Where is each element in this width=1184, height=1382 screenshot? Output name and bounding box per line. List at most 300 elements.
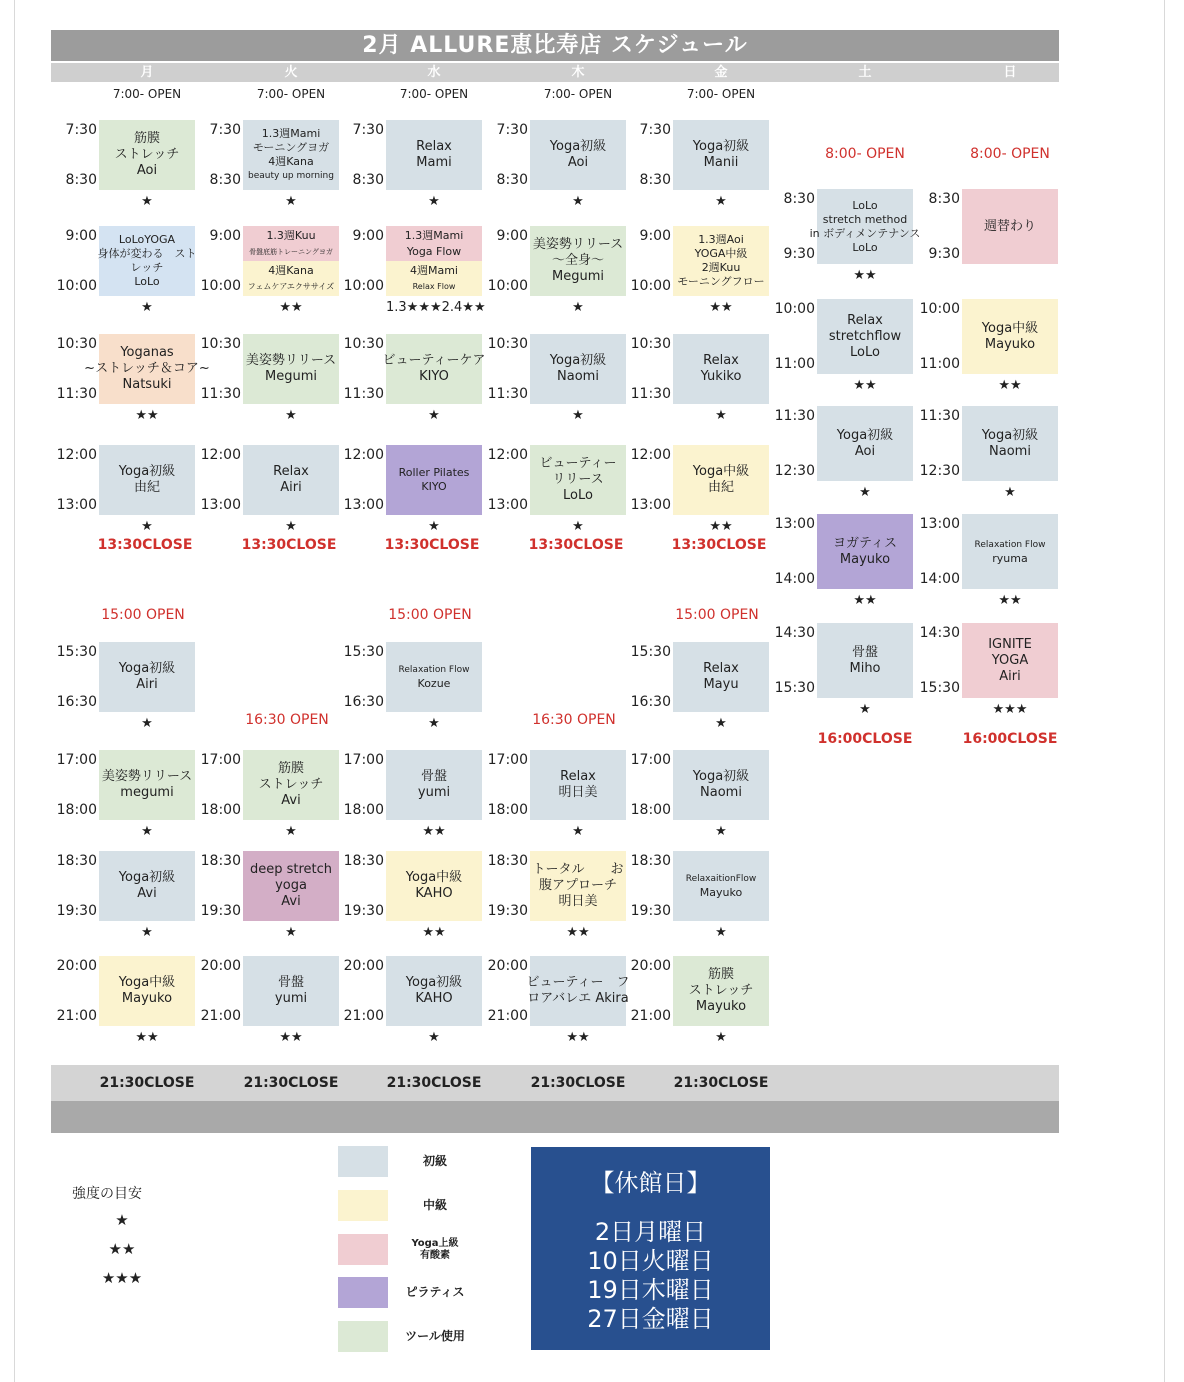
- intensity-one-star: ★: [115, 1211, 129, 1229]
- class-slot[interactable]: [774, 406, 913, 511]
- class-text: Relax: [847, 312, 883, 328]
- class-box[interactable]: [673, 120, 769, 190]
- end-time: 18:00: [56, 802, 97, 818]
- start-time: 17:00: [630, 752, 671, 768]
- class-slot[interactable]: [56, 851, 195, 951]
- class-text: 1.3週Mami: [261, 127, 321, 140]
- class-text: 骨盤: [420, 769, 447, 784]
- class-text: モーニングフロー: [677, 275, 765, 288]
- class-text: YOGA: [991, 652, 1029, 668]
- close-time-label: 16:00CLOSE: [817, 731, 913, 747]
- class-slot[interactable]: [774, 623, 913, 728]
- intensity-stars: 1.3★★★2.4★★: [386, 300, 486, 315]
- class-text: Airi: [136, 677, 158, 692]
- day-header-bar: [51, 63, 1059, 82]
- class-box-top[interactable]: [386, 226, 482, 261]
- class-box[interactable]: [243, 956, 339, 1026]
- class-text: Yoga中級: [981, 320, 1039, 336]
- class-box[interactable]: [962, 623, 1058, 698]
- class-slot[interactable]: [343, 851, 482, 951]
- open-time-label: 8:00- OPEN: [970, 146, 1050, 162]
- class-box[interactable]: [386, 750, 482, 820]
- intensity-stars: ★: [572, 408, 584, 423]
- class-box[interactable]: [386, 851, 482, 921]
- start-time: 17:00: [200, 752, 241, 768]
- class-box[interactable]: [243, 334, 339, 404]
- start-time: 10:30: [630, 336, 671, 352]
- intensity-stars: ★: [285, 824, 297, 839]
- class-text: Avi: [137, 886, 157, 901]
- start-time: 12:00: [343, 447, 384, 463]
- class-text: 明日美: [558, 894, 598, 909]
- intensity-stars: ★★: [853, 378, 877, 393]
- class-text: トータル お: [532, 862, 624, 877]
- class-text: stretchflow: [828, 328, 902, 344]
- intensity-stars: ★: [428, 194, 440, 209]
- class-slot[interactable]: [630, 851, 769, 951]
- end-time: 11:30: [200, 386, 241, 402]
- class-text: 骨盤: [277, 975, 304, 990]
- legend-swatch: [338, 1146, 388, 1177]
- class-box[interactable]: [243, 120, 339, 190]
- class-slot[interactable]: [56, 334, 210, 434]
- start-time: 8:30: [928, 191, 960, 207]
- end-time: 12:30: [774, 463, 815, 479]
- start-time: 20:00: [343, 958, 384, 974]
- intensity-stars: ★: [715, 824, 727, 839]
- class-text: ビューティーケア: [382, 353, 486, 368]
- class-slot[interactable]: [56, 750, 195, 850]
- intensity-stars: ★: [141, 716, 153, 731]
- start-time: 20:00: [630, 958, 671, 974]
- legend-label: 中級: [422, 1198, 447, 1212]
- start-time: 13:00: [774, 516, 815, 532]
- class-slot[interactable]: [630, 956, 769, 1056]
- end-time: 15:30: [919, 680, 960, 696]
- class-text: megumi: [120, 785, 174, 800]
- start-time: 10:30: [343, 336, 384, 352]
- legend-label: 初級: [422, 1154, 447, 1168]
- class-box[interactable]: [243, 750, 339, 820]
- class-slot[interactable]: [919, 406, 1058, 511]
- class-text: 美姿勢リリース: [245, 353, 337, 368]
- intensity-stars: ★★: [135, 1030, 159, 1045]
- class-text: Relax Flow: [412, 281, 456, 291]
- class-slot[interactable]: [200, 334, 339, 434]
- class-slot[interactable]: [630, 642, 769, 742]
- open-time-label: 16:30 OPEN: [532, 712, 616, 728]
- end-time: 16:30: [56, 694, 97, 710]
- start-time: 18:30: [630, 853, 671, 869]
- intensity-legend-title: 強度の目安: [72, 1186, 142, 1202]
- day-header-wed: 水: [427, 65, 441, 80]
- intensity-stars: ★: [428, 519, 440, 534]
- class-box[interactable]: [386, 445, 482, 515]
- class-text: KIYO: [421, 480, 447, 493]
- intensity-stars: ★★: [566, 925, 590, 940]
- class-slot[interactable]: [783, 189, 921, 294]
- close-time-label: 21:30CLOSE: [386, 1075, 482, 1091]
- start-time: 17:00: [343, 752, 384, 768]
- class-text: KIYO: [419, 369, 449, 384]
- class-slot[interactable]: [56, 956, 195, 1056]
- intensity-stars: ★★: [998, 593, 1022, 608]
- end-time: 10:00: [343, 278, 384, 294]
- close-time-label: 21:30CLOSE: [99, 1075, 195, 1091]
- class-box[interactable]: [817, 623, 913, 698]
- class-text: ～全身～: [551, 253, 604, 268]
- class-text: Megumi: [265, 369, 317, 384]
- class-text: 4週Kana: [268, 155, 314, 168]
- class-text: 由紀: [133, 480, 160, 495]
- class-box[interactable]: [817, 406, 913, 481]
- class-box[interactable]: [382, 334, 486, 404]
- start-time: 12:00: [56, 447, 97, 463]
- class-slot[interactable]: [56, 226, 197, 326]
- class-text: 2週Kuu: [701, 261, 741, 274]
- intensity-stars: ★★: [422, 925, 446, 940]
- class-slot[interactable]: [65, 120, 195, 220]
- class-box[interactable]: [99, 226, 195, 296]
- intensity-stars: ★: [428, 1030, 440, 1045]
- class-box[interactable]: [673, 750, 769, 820]
- class-text: ~ストレッチ＆コア~: [84, 361, 210, 376]
- class-slot[interactable]: [56, 642, 195, 742]
- class-box[interactable]: [99, 642, 195, 712]
- class-slot[interactable]: [919, 514, 1058, 619]
- class-text: LoLo: [850, 344, 880, 360]
- class-slot[interactable]: [200, 956, 339, 1056]
- class-text: Yoga初級: [549, 353, 607, 368]
- class-text: ryuma: [992, 551, 1028, 565]
- class-text: 1.3週Aoi: [698, 233, 744, 246]
- class-box[interactable]: [530, 750, 626, 820]
- class-slot[interactable]: [919, 299, 1058, 404]
- class-text: 1.3週Mami: [404, 228, 464, 242]
- class-box[interactable]: [526, 956, 630, 1026]
- schedule-title: 2月 ALLURE恵比寿店 スケジュール: [51, 30, 1059, 61]
- start-time: 10:30: [200, 336, 241, 352]
- open-time-label: 8:00- OPEN: [825, 146, 905, 162]
- intensity-stars: ★: [141, 194, 153, 209]
- start-time: 9:00: [352, 228, 384, 244]
- class-box[interactable]: [84, 334, 210, 404]
- class-slot[interactable]: [209, 120, 339, 220]
- class-text: yumi: [417, 785, 451, 800]
- intensity-stars: ★: [715, 408, 727, 423]
- end-time: 11:30: [487, 386, 528, 402]
- start-time: 20:00: [487, 958, 528, 974]
- class-text: Mayuko: [121, 991, 173, 1006]
- class-box[interactable]: [386, 642, 482, 712]
- day-header-fri: 金: [714, 65, 728, 80]
- class-slot[interactable]: [919, 623, 1058, 728]
- end-time: 10:00: [630, 278, 671, 294]
- class-text: Relax: [560, 769, 596, 784]
- class-text: stretch method: [822, 212, 908, 226]
- class-box[interactable]: [530, 851, 626, 921]
- end-time: 14:00: [774, 571, 815, 587]
- start-time: 17:00: [487, 752, 528, 768]
- end-time: 8:30: [209, 172, 241, 188]
- class-slot[interactable]: [352, 120, 482, 220]
- class-text: beauty up morning: [248, 171, 334, 181]
- close-time-bar: [51, 1065, 1059, 1101]
- start-time: 18:30: [487, 853, 528, 869]
- class-text: Relax: [416, 139, 452, 154]
- class-box[interactable]: [99, 120, 195, 190]
- class-text: Yukiko: [700, 369, 742, 384]
- close-time-label: 13:30CLOSE: [671, 537, 767, 553]
- class-slot[interactable]: [343, 334, 486, 434]
- start-time: 12:00: [630, 447, 671, 463]
- class-box[interactable]: [962, 299, 1058, 374]
- intensity-stars: ★: [715, 716, 727, 731]
- class-box-bottom[interactable]: [243, 261, 339, 296]
- class-slot[interactable]: [774, 299, 913, 404]
- class-text: ストレッチ: [258, 777, 324, 792]
- class-box[interactable]: [530, 226, 626, 296]
- intensity-stars: ★: [1004, 485, 1016, 500]
- class-text: deep stretch: [249, 862, 333, 877]
- class-box[interactable]: [817, 299, 913, 374]
- class-text: LoLo: [852, 198, 878, 212]
- start-time: 7:30: [496, 122, 528, 138]
- end-time: 19:30: [630, 903, 671, 919]
- end-time: 11:30: [630, 386, 671, 402]
- class-box[interactable]: [962, 406, 1058, 481]
- intensity-stars: ★: [141, 519, 153, 534]
- class-slot[interactable]: [343, 642, 482, 742]
- intensity-stars: ★: [285, 925, 297, 940]
- class-box[interactable]: [530, 120, 626, 190]
- day-header-tue: 火: [284, 65, 298, 80]
- class-slot[interactable]: [928, 189, 1058, 294]
- start-time: 18:30: [56, 853, 97, 869]
- close-time-label: 16:00CLOSE: [962, 731, 1058, 747]
- class-slot[interactable]: [343, 956, 482, 1056]
- class-text: Mami: [416, 155, 452, 170]
- class-text: Aoi: [136, 163, 158, 178]
- class-slot[interactable]: [200, 226, 339, 326]
- class-slot[interactable]: [343, 750, 482, 850]
- start-time: 15:30: [343, 644, 384, 660]
- class-text: Yoganas: [120, 345, 174, 360]
- class-text: Yoga中級: [692, 464, 750, 479]
- class-text: Yoga初級: [981, 427, 1039, 443]
- class-box[interactable]: [99, 445, 195, 515]
- close-time-label: 21:30CLOSE: [243, 1075, 339, 1091]
- day-header-mon: 月: [140, 65, 154, 80]
- class-text: Airi: [999, 668, 1021, 684]
- class-text: Yoga初級: [692, 769, 750, 784]
- class-slot[interactable]: [343, 226, 486, 326]
- class-text: Naomi: [557, 369, 599, 384]
- class-text: モーニングヨガ: [252, 141, 330, 154]
- start-time: 12:00: [487, 447, 528, 463]
- start-time: 12:00: [200, 447, 241, 463]
- start-time: 8:30: [783, 191, 815, 207]
- class-text: YOGA中級: [694, 247, 748, 260]
- class-slot[interactable]: [487, 956, 630, 1056]
- end-time: 14:00: [919, 571, 960, 587]
- class-box[interactable]: [386, 120, 482, 190]
- end-time: 13:00: [630, 497, 671, 513]
- class-text: Yoga Flow: [406, 244, 462, 258]
- class-box[interactable]: [99, 851, 195, 921]
- class-box[interactable]: [99, 956, 195, 1026]
- start-time: 10:30: [487, 336, 528, 352]
- close-time-label: 13:30CLOSE: [384, 537, 480, 553]
- class-box[interactable]: [243, 851, 339, 921]
- class-box[interactable]: [673, 642, 769, 712]
- intensity-stars: ★★: [279, 1030, 303, 1045]
- class-slot[interactable]: [630, 750, 769, 850]
- page-frame-right: [1164, 0, 1165, 1382]
- end-time: 13:00: [200, 497, 241, 513]
- intensity-stars: ★: [572, 824, 584, 839]
- intensity-three-stars: ★★★: [101, 1269, 143, 1287]
- class-box[interactable]: [673, 956, 769, 1026]
- class-box[interactable]: [673, 226, 769, 296]
- intensity-stars: ★★: [566, 1030, 590, 1045]
- class-box[interactable]: [243, 445, 339, 515]
- end-time: 19:30: [200, 903, 241, 919]
- end-time: 9:30: [783, 246, 815, 262]
- close-time-label: 13:30CLOSE: [97, 537, 193, 553]
- legend-label: ツール使用: [405, 1329, 465, 1343]
- class-text: KAHO: [415, 991, 453, 1006]
- intensity-stars: ★: [285, 194, 297, 209]
- start-time: 18:30: [200, 853, 241, 869]
- end-time: 21:00: [56, 1008, 97, 1024]
- open-time-label: 15:00 OPEN: [388, 607, 472, 623]
- class-text: 4週Mami: [409, 263, 458, 277]
- class-text: 明日美: [558, 785, 598, 800]
- start-time: 18:30: [343, 853, 384, 869]
- class-text: Aoi: [567, 155, 589, 170]
- end-time: 18:00: [343, 802, 384, 818]
- class-text: 4週Kana: [268, 263, 314, 277]
- class-text: Relax: [703, 661, 739, 676]
- class-slot[interactable]: [496, 120, 626, 220]
- class-text: Airi: [280, 480, 302, 495]
- end-time: 16:30: [630, 694, 671, 710]
- class-text: ビューティー: [539, 456, 617, 471]
- class-text: 腹アプローチ: [538, 878, 617, 893]
- class-text: Relax: [273, 464, 309, 479]
- class-text: ストレッチ: [688, 983, 754, 998]
- end-time: 9:30: [928, 246, 960, 262]
- class-text: レッチ: [130, 261, 164, 274]
- class-slot[interactable]: [200, 851, 339, 951]
- class-text: Naomi: [700, 785, 742, 800]
- start-time: 10:30: [56, 336, 97, 352]
- class-text: 由紀: [707, 480, 734, 495]
- class-box-bottom[interactable]: [386, 261, 482, 296]
- class-slot[interactable]: [487, 851, 626, 951]
- class-slot[interactable]: [639, 120, 769, 220]
- class-text: 筋膜: [133, 131, 160, 146]
- intensity-stars: ★: [428, 408, 440, 423]
- intensity-stars: ★: [428, 716, 440, 731]
- class-slot[interactable]: [487, 334, 626, 434]
- class-box[interactable]: [530, 445, 626, 515]
- class-text: Relaxation Flow: [398, 665, 470, 675]
- intensity-stars: ★★★: [992, 702, 1028, 717]
- class-text: Avi: [281, 894, 301, 909]
- class-text: LoLo: [852, 240, 878, 254]
- class-box[interactable]: [530, 334, 626, 404]
- end-time: 13:00: [487, 497, 528, 513]
- intensity-stars: ★★: [422, 824, 446, 839]
- class-text: ロアバレエ Akira: [527, 991, 629, 1006]
- class-box[interactable]: [673, 851, 769, 921]
- intensity-stars: ★: [141, 824, 153, 839]
- day-header-thu: 木: [571, 65, 585, 80]
- class-text: in ボディメンテナンス: [809, 226, 921, 240]
- class-slot[interactable]: [630, 226, 769, 326]
- class-box[interactable]: [962, 189, 1058, 264]
- class-slot[interactable]: [774, 514, 913, 619]
- class-text: yoga: [275, 878, 307, 893]
- legend-swatch: [338, 1321, 388, 1352]
- class-text: LoLo: [563, 488, 593, 503]
- closed-day: 19日木曜日: [587, 1276, 714, 1304]
- end-time: 13:00: [56, 497, 97, 513]
- class-text: Roller Pilates: [398, 466, 470, 479]
- end-time: 13:00: [343, 497, 384, 513]
- class-box[interactable]: [386, 956, 482, 1026]
- class-box[interactable]: [809, 189, 921, 264]
- class-box[interactable]: [673, 445, 769, 515]
- class-text: Yoga初級: [692, 139, 750, 154]
- class-slot[interactable]: [200, 750, 339, 850]
- intensity-stars: ★: [715, 194, 727, 209]
- intensity-two-stars: ★★: [108, 1240, 136, 1258]
- intensity-stars: ★: [141, 300, 153, 315]
- start-time: 7:30: [352, 122, 384, 138]
- class-text: RelaxaitionFlow: [685, 874, 757, 884]
- intensity-stars: ★: [141, 925, 153, 940]
- intensity-stars: ★: [572, 519, 584, 534]
- close-time-label: 13:30CLOSE: [528, 537, 624, 553]
- legend-swatch: [338, 1277, 388, 1308]
- start-time: 9:00: [209, 228, 241, 244]
- open-time-label: 7:00- OPEN: [256, 87, 326, 101]
- closed-day: 2日月曜日: [594, 1218, 707, 1246]
- class-slot[interactable]: [630, 334, 769, 434]
- class-slot[interactable]: [487, 750, 626, 850]
- legend-swatch: [338, 1234, 388, 1265]
- class-text: 美姿勢リリース: [532, 237, 624, 252]
- class-text: Yoga初級: [118, 870, 176, 885]
- class-slot[interactable]: [487, 226, 626, 326]
- end-time: 11:00: [774, 356, 815, 372]
- end-time: 10:00: [56, 278, 97, 294]
- class-text: 筋膜: [707, 967, 734, 982]
- day-header-sun: 日: [1003, 65, 1017, 80]
- intensity-stars: ★: [715, 1030, 727, 1045]
- closed-days-title: 【休館日】: [590, 1169, 711, 1197]
- class-box[interactable]: [99, 750, 195, 820]
- open-time-label: 7:00- OPEN: [399, 87, 469, 101]
- class-box-top[interactable]: [243, 226, 339, 261]
- class-box[interactable]: [817, 514, 913, 589]
- class-box[interactable]: [962, 514, 1058, 589]
- class-text: 週替わり: [983, 218, 1036, 234]
- class-box[interactable]: [673, 334, 769, 404]
